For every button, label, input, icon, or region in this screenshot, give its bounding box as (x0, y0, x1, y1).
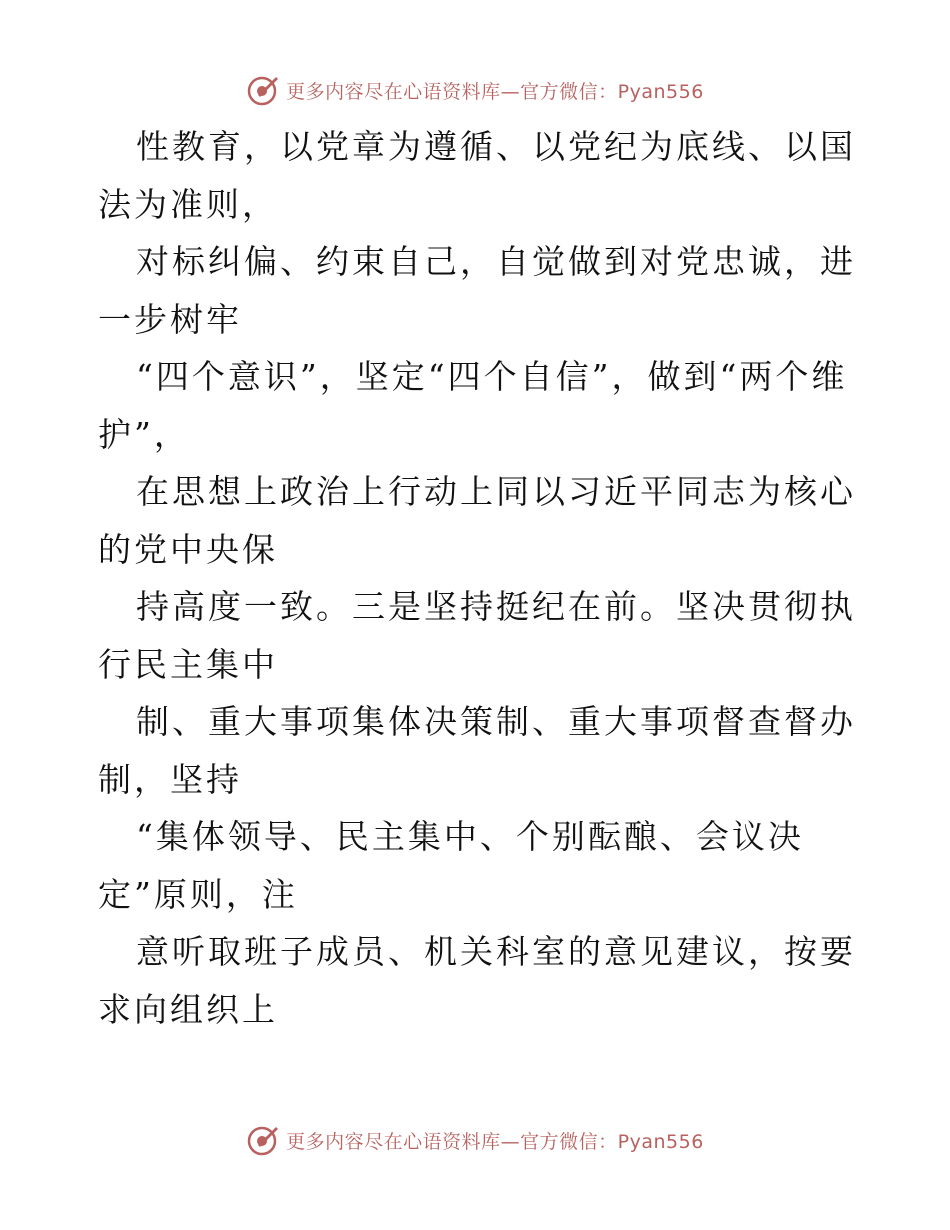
watermark-text: 更多内容尽在心语资料库—官方微信：Pyan556 (286, 1130, 704, 1153)
footer-watermark (0, 1120, 950, 1160)
document-body (98, 118, 868, 1038)
paragraph-4: 在思想上政治上行动上同以习近平同志为核心的党中央保 (98, 472, 856, 569)
paragraph-6: 制、重大事项集体决策制、重大事项督查督办制，坚持 (98, 702, 856, 799)
watermark-text: 更多内容尽在心语资料库—官方微信：Pyan556 (286, 80, 704, 103)
paragraph-1: 性教育，以党章为遵循、以党纪为底线、以国法为准则， (98, 127, 856, 224)
quill-pen-logo-icon (246, 1123, 280, 1157)
paragraph-8: 意听取班子成员、机关科室的意见建议，按要求向组织上 (98, 932, 856, 1029)
paragraph-3: “四个意识”，坚定“四个自信”，做到“两个维护”， (98, 357, 848, 454)
paragraph-5: 持高度一致。三是坚持挺纪在前。坚决贯彻执行民主集中 (98, 587, 856, 684)
header-watermark (0, 70, 950, 110)
quill-pen-logo-icon (246, 73, 280, 107)
paragraph-2: 对标纠偏、约束自己，自觉做到对党忠诚，进一步树牢 (98, 242, 856, 339)
paragraph-7: “集体领导、民主集中、个别酝酿、会议决定”原则，注 (98, 817, 804, 914)
